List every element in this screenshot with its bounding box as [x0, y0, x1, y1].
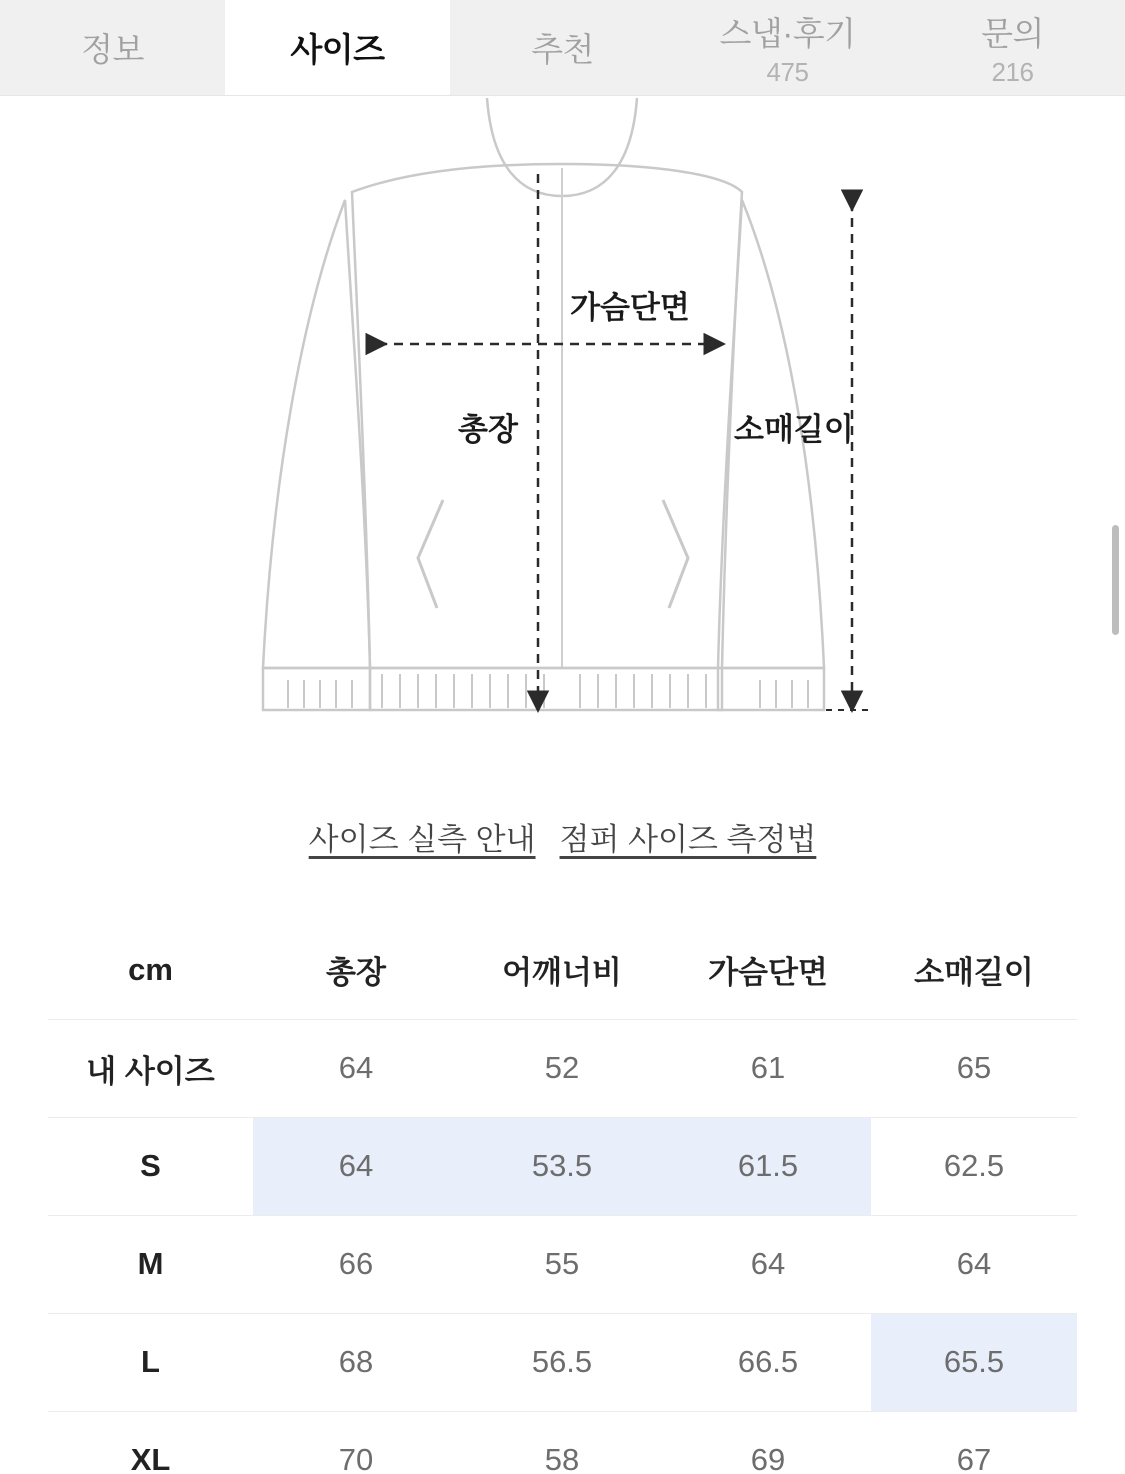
tab-size-label: 사이즈	[290, 31, 385, 68]
cell-shoulder-width: 58	[459, 1411, 665, 1474]
col-chest-width: 가슴단면	[665, 921, 871, 1019]
table-row	[48, 1117, 1077, 1215]
cell-shoulder-width: 55	[459, 1215, 665, 1313]
cell-total-length: 64	[253, 1117, 459, 1215]
cell-sleeve-length: 65.5	[871, 1313, 1077, 1411]
cell-total-length: 70	[253, 1411, 459, 1474]
col-shoulder-width: 어깨너비	[459, 921, 665, 1019]
svg-text:소매길이: 소매길이	[734, 412, 854, 447]
row-label: M	[48, 1215, 253, 1313]
row-label: S	[48, 1117, 253, 1215]
cell-chest-width: 61.5	[665, 1117, 871, 1215]
cell-total-length: 68	[253, 1313, 459, 1411]
cell-total-length: 66	[253, 1215, 459, 1313]
link-measure-method[interactable]: 점퍼 사이즈 측정법	[559, 822, 817, 857]
cell-sleeve-length: 67	[871, 1411, 1077, 1474]
table-row	[48, 1215, 1077, 1313]
col-total-length: 총장	[253, 921, 459, 1019]
tab-recommend[interactable]	[450, 0, 675, 95]
tab-recommend-label: 추천	[531, 31, 594, 68]
size-table-wrap	[48, 921, 1077, 1474]
row-label: 내 사이즈	[48, 1019, 253, 1117]
col-sleeve-length: 소매길이	[871, 921, 1077, 1019]
row-label: L	[48, 1313, 253, 1411]
product-detail-tabs	[0, 0, 1125, 96]
tab-size[interactable]	[225, 0, 450, 95]
tab-inquiry-count: 216	[991, 56, 1034, 87]
tab-snap-reviews[interactable]	[675, 0, 900, 95]
cell-sleeve-length: 64	[871, 1215, 1077, 1313]
tab-snap-reviews-count: 475	[766, 56, 809, 87]
tab-info-label: 정보	[81, 31, 144, 68]
table-row	[48, 1411, 1077, 1474]
cell-chest-width: 64	[665, 1215, 871, 1313]
col-unit: cm	[48, 921, 253, 1019]
svg-text:가슴단면: 가슴단면	[570, 290, 690, 325]
table-header-row	[48, 921, 1077, 1019]
cell-total-length: 64	[253, 1019, 459, 1117]
size-guide-links	[0, 814, 1125, 859]
cell-shoulder-width: 53.5	[459, 1117, 665, 1215]
cell-shoulder-width: 52	[459, 1019, 665, 1117]
table-row	[48, 1019, 1077, 1117]
cell-chest-width: 66.5	[665, 1313, 871, 1411]
row-label: XL	[48, 1411, 253, 1474]
tab-inquiry-label: 문의	[981, 14, 1044, 52]
cell-sleeve-length: 65	[871, 1019, 1077, 1117]
svg-text:총장: 총장	[458, 412, 518, 447]
garment-measurement-diagram	[0, 96, 1125, 716]
cell-sleeve-length: 62.5	[871, 1117, 1077, 1215]
table-row	[48, 1313, 1077, 1411]
tab-info[interactable]	[0, 0, 225, 95]
link-size-guide[interactable]: 사이즈 실측 안내	[308, 822, 536, 857]
tab-inquiry[interactable]	[900, 0, 1125, 95]
cell-shoulder-width: 56.5	[459, 1313, 665, 1411]
cell-chest-width: 69	[665, 1411, 871, 1474]
tab-snap-reviews-label: 스냅·후기	[719, 14, 856, 52]
page-scrollbar[interactable]	[1112, 525, 1119, 635]
cell-chest-width: 61	[665, 1019, 871, 1117]
size-table	[48, 921, 1077, 1474]
